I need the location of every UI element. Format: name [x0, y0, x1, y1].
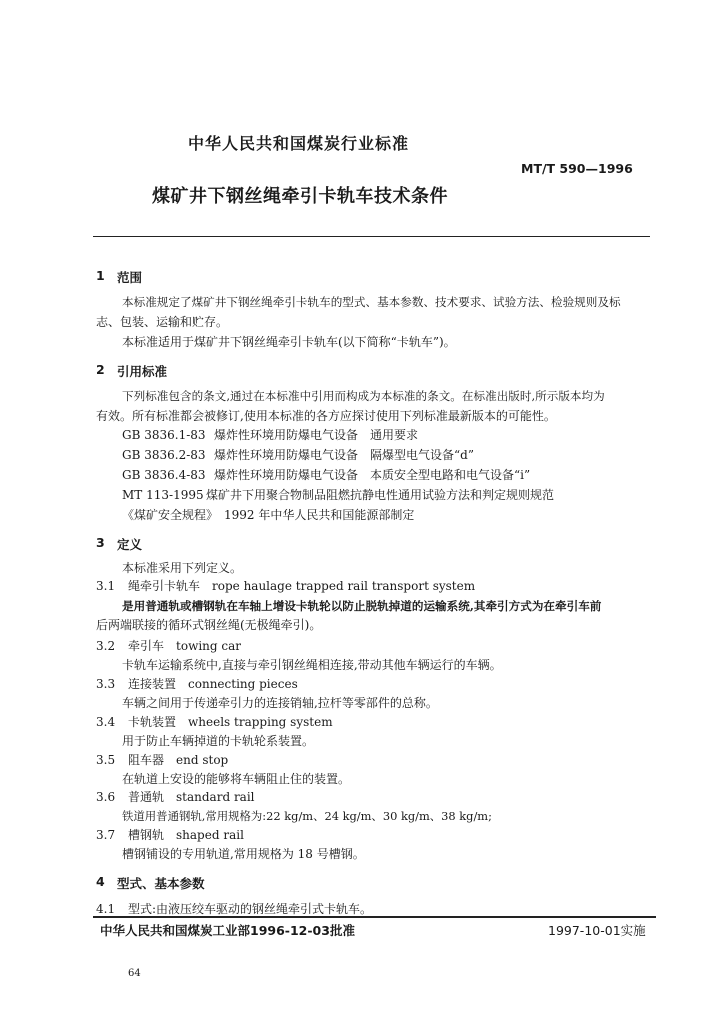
header-rule — [93, 236, 650, 237]
reference-title: 爆炸性环境用防爆电气设备 通用要求 — [214, 428, 419, 442]
reference-item — [122, 507, 414, 523]
definition-term-english: end stop — [176, 753, 229, 767]
definition-term-english: standard rail — [176, 790, 255, 804]
section-1-number: 1 — [96, 268, 105, 283]
approval-line: 中华人民共和国煤炭工业部1996-12-03批准 — [100, 923, 355, 938]
definition-number: 3.2 — [96, 639, 116, 653]
definition-term-english: towing car — [176, 639, 242, 653]
definition-body-line-1: 卡轨车运输系统中,直接与牵引钢丝绳相连接,带动其他车辆运行的车辆。 — [122, 658, 502, 672]
reference-title: 爆炸性环境用防爆电气设备 本质安全型电路和电气设备“i” — [214, 468, 531, 482]
definition-body-line-1: 车辆之间用于传递牵引力的连接销轴,拉杆等零部件的总称。 — [122, 696, 438, 710]
implementation-date: 1997-10-01实施 — [548, 923, 646, 938]
section-1-para-1-line-1: 本标准规定了煤矿井下钢丝绳牵引卡轨车的型式、基本参数、技术要求、试验方法、检验规则及标 — [122, 295, 621, 309]
definition-term-english: shaped rail — [176, 828, 244, 842]
definition-term: 卡轨装置 — [128, 715, 177, 729]
definition-heading — [96, 638, 241, 654]
document-title: 煤矿井下钢丝绳牵引卡轨车技术条件 — [152, 186, 448, 207]
reference-code: GB 3836.4-83 — [122, 468, 206, 482]
definition-heading — [96, 676, 298, 692]
section-2-title: 引用标准 — [117, 364, 168, 379]
reference-code: 《煤矿安全规程》 — [122, 508, 219, 522]
definition-body-line-1: 是用普通轨或槽钢轨在车轴上增设卡轨轮以防止脱轨掉道的运输系统,其牵引方式为在牵引车前 — [122, 599, 602, 613]
reference-title: 1992 年中华人民共和国能源部制定 — [224, 508, 415, 522]
definition-term: 绳牵引卡轨车 — [128, 579, 201, 593]
section-1-para-2: 本标准适用于煤矿井下钢丝绳牵引卡轨车(以下简称“卡轨车”)。 — [122, 335, 456, 349]
definition-body-line-1: 槽钢铺设的专用轨道,常用规格为 18 号槽钢。 — [122, 847, 365, 861]
reference-code: GB 3836.2-83 — [122, 448, 206, 462]
definition-term: 普通轨 — [128, 790, 165, 804]
definition-heading — [96, 714, 333, 730]
definition-heading — [96, 827, 244, 843]
reference-title: 煤矿井下用聚合物制品阻燃抗静电性通用试验方法和判定规则规范 — [206, 488, 555, 502]
standard-number: MT/T 590—1996 — [521, 161, 633, 176]
definition-number: 3.5 — [96, 753, 116, 767]
reference-title: 爆炸性环境用防爆电气设备 隔爆型电气设备“d” — [214, 448, 474, 462]
definition-body-line-1: 铁道用普通钢轨,常用规格为:22 kg/m、24 kg/m、30 kg/m、38 kg/m; — [122, 809, 492, 823]
definition-body-line-1: 在轨道上安设的能够将车辆阻止住的装置。 — [122, 772, 351, 786]
section-3-intro: 本标准采用下列定义。 — [122, 561, 243, 575]
section-4-title: 型式、基本参数 — [117, 876, 205, 891]
definition-term-english: wheels trapping system — [188, 715, 333, 729]
definition-term-english: rope haulage trapped rail transport system — [212, 579, 476, 593]
subsection-number: 4.1 — [96, 902, 116, 916]
definition-heading — [96, 752, 228, 768]
section-3-number: 3 — [96, 535, 105, 550]
section-2-number: 2 — [96, 362, 105, 377]
definition-heading — [96, 789, 255, 805]
industry-title: 中华人民共和国煤炭行业标准 — [188, 134, 410, 153]
section-4-number: 4 — [96, 874, 105, 889]
reference-item — [122, 487, 554, 503]
reference-item — [122, 467, 530, 483]
definition-body-line-1: 用于防止车辆掉道的卡轨轮系装置。 — [122, 734, 315, 748]
reference-code: GB 3836.1-83 — [122, 428, 206, 442]
page-number: 64 — [128, 968, 141, 979]
definition-term-english: connecting pieces — [188, 677, 298, 691]
definition-number: 3.1 — [96, 579, 116, 593]
reference-item — [122, 447, 474, 463]
definition-term: 槽钢轨 — [128, 828, 165, 842]
definition-term: 阻车器 — [128, 753, 165, 767]
reference-item — [122, 427, 418, 443]
section-2-para-line-2: 有效。所有标准都会被修订,使用本标准的各方应探讨使用下列标准最新版本的可能性。 — [96, 409, 556, 423]
definition-heading — [96, 578, 475, 594]
definition-number: 3.3 — [96, 677, 116, 691]
definition-term: 牵引车 — [128, 639, 165, 653]
definition-number: 3.4 — [96, 715, 116, 729]
subsection-text: 型式:由液压绞车驱动的钢丝绳牵引式卡轨车。 — [128, 902, 373, 916]
footer-rule — [93, 916, 656, 918]
definition-term: 连接装置 — [128, 677, 177, 691]
section-1-para-1-line-2: 志、包装、运输和贮存。 — [96, 315, 229, 329]
definition-body-line-2: 后两端联接的循环式钢丝绳(无极绳牵引)。 — [96, 618, 322, 632]
subsection-4-1 — [96, 901, 372, 917]
section-3-title: 定义 — [117, 537, 143, 552]
section-2-para-line-1: 下列标准包含的条文,通过在本标准中引用而构成为本标准的条文。在标准出版时,所示版本均为 — [122, 389, 605, 403]
definition-number: 3.7 — [96, 828, 116, 842]
definition-number: 3.6 — [96, 790, 116, 804]
reference-code: MT 113-1995 — [122, 488, 204, 502]
section-1-title: 范围 — [117, 270, 143, 285]
